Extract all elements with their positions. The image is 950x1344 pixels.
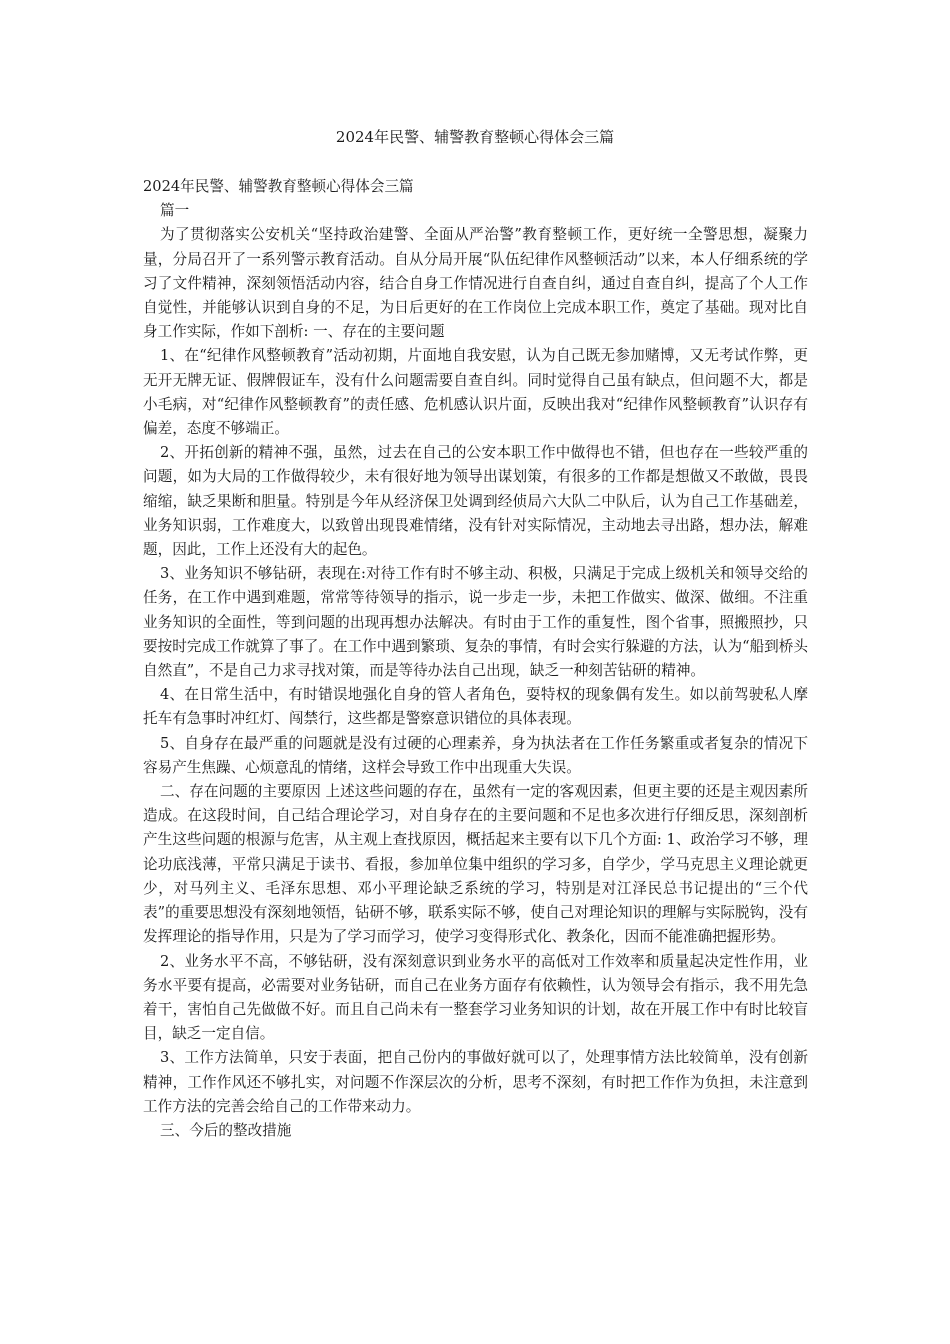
- paragraph: 2、业务水平不高，不够钻研，没有深刻意识到业务水平的高低对工作效率和质量起决定性作用，业务水平要有提高，必需要对业务钻研，而自己在业务方面存有依赖性，认为领导会有指示，我不用先急着干，害怕自己先做做不好。而且自己尚未有一整套学习业务知识的计划，故在开展工作中有时比较盲目，缺乏一定自信。: [143, 952, 808, 1043]
- paragraph: 三、今后的整改措施: [160, 1121, 292, 1139]
- paragraph: 5、自身存在最严重的问题就是没有过硬的心理素养，身为执法者在工作任务繁重或者复杂的情况下容易产生焦躁、心烦意乱的情绪，这样会导致工作中出现重大失误。: [143, 734, 808, 776]
- document-body: [143, 175, 808, 1143]
- paragraph: 4、在日常生活中，有时错误地强化自身的管人者角色，耍特权的现象偶有发生。如以前驾驶私人摩托车有急事时冲红灯、闯禁行，这些都是警察意识错位的具体表现。: [143, 686, 808, 728]
- paragraph: 为了贯彻落实公安机关“坚持政治建警、全面从严治警”教育整顿工作，更好统一全警思想，凝聚力量，分局召开了一系列警示教育活动。自从分局开展“队伍纪律作风整顿活动”以来，本人仔细系统的学习了文件精神，深刻领悟活动内容，结合自身工作情况进行自查自纠，通过自查自纠，提高了个人工作自觉性，并能够认识到自身的不足，为日后更好的在工作岗位上完成本职工作，奠定了基础。现对比自身工作实际，作如下剖析: 一、存在的主要问题: [143, 226, 808, 341]
- paragraph: 3、工作方法简单，只安于表面，把自己份内的事做好就可以了，处理事情方法比较简单，没有创新精神，工作作风还不够扎实，对问题不作深层次的分析，思考不深刻，有时把工作作为负担，未注意到工作方法的完善会给自己的工作带来动力。: [143, 1049, 808, 1115]
- paragraph: 二、存在问题的主要原因 上述这些问题的存在，虽然有一定的客观因素，但更主要的还是主观因素所造成。在这段时间，自己结合理论学习，对自身存在的主要问题和不足也多次进行仔细反思，深刻剖析产生这些问题的根源与危害，从主观上查找原因，概括起来主要有以下几个方面: 1、政治学习不够，理论功底浅薄，平常只满足于读书、看报，参加单位集中组织的学习多，自学少，学马克思主义理论就更少，对马列主义、毛泽东思想、邓小平理论缺乏系统的学习，特别是对江泽民总书记提出的“三个代表”的重要思想没有深刻地领悟，钻研不够，联系实际不够，使自己对理论知识的理解与实际脱钩，没有发挥理论的指导作用，只是为了学习而学习，使学习变得形式化、教条化，因而不能准确把握形势。: [143, 783, 808, 946]
- paragraph: 2、开拓创新的精神不强，虽然，过去在自己的公安本职工作中做得也不错，但也存在一些较严重的问题，如为大局的工作做得较少，未有很好地为领导出谋划策，有很多的工作都是想做又不敢做，畏畏缩缩，缺乏果断和胆量。特别是今年从经济保卫处调到经侦局六大队二中队后，认为自己工作基础差，业务知识弱，工作难度大，以致曾出现畏难情绪，没有针对实际情况，主动地去寻出路，想办法，解难题，因此，工作上还没有大的起色。: [143, 444, 808, 559]
- section-label: 篇一: [160, 202, 190, 220]
- document-heading: 2024年民警、辅警教育整顿心得体会三篇: [143, 178, 414, 195]
- paragraph: 1、在“纪律作风整顿教育”活动初期，片面地自我安慰，认为自己既无参加赌博，又无考试作弊，更无开无牌无证、假牌假证车，没有什么问题需要自查自纠。同时觉得自己虽有缺点，但问题不大，都是小毛病，对“纪律作风整顿教育”的责任感、危机感认识片面，反映出我对“纪律作风整顿教育”认识存有偏差，态度不够端正。: [143, 347, 808, 438]
- paragraph: 3、业务知识不够钻研，表现在:对待工作有时不够主动、积极，只满足于完成上级机关和领导交给的任务，在工作中遇到难题，常常等待领导的指示，说一步走一步，未把工作做实、做深、做细。不注重业务知识的全面性，等到问题的出现再想办法解决。有时由于工作的重复性，图个省事，照搬照抄，只要按时完成工作就算了事了。在工作中遇到繁琐、复杂的事情，有时会实行躲避的方法，认为“船到桥头自然直”，不是自己力求寻找对策，而是等待办法自己出现，缺乏一种刻苦钻研的精神。: [143, 565, 808, 680]
- document-title: 2024年民警、辅警教育整顿心得体会三篇: [335, 128, 615, 146]
